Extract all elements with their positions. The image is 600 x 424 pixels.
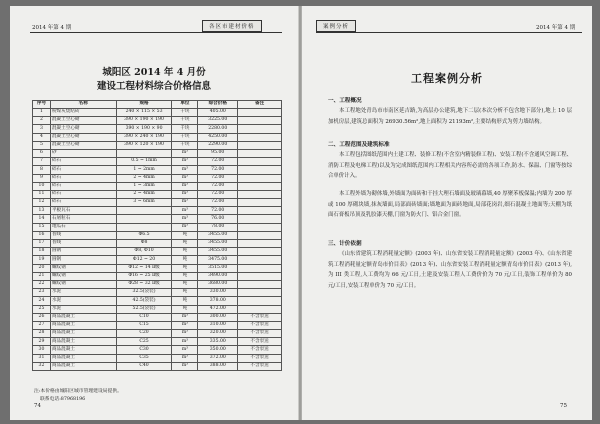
table-cell: 1 ~ 2mm	[116, 166, 172, 174]
table-cell: 圆钢	[50, 248, 116, 256]
table-cell: 24	[33, 297, 51, 305]
table-cell: 2290.00	[198, 141, 238, 149]
table-cell: Φ8	[116, 240, 172, 248]
section-3-text: 《山东省建筑工程消耗量定额》(2003 年)、山东省安装工程消耗量定额》(2003 年)、《山东省建筑工程消耗量定额青岛市价目表》(2013 年)、山东省安装工程消耗量定额青岛市价目表》(2013 年),为 III 类工程,人工费均为 66 元/工日,土建及安装工程人工费价价为 70 元/工日,装饰工程单价为 80 元/工日,安装工程单价为 70 元/工日。	[328, 251, 572, 289]
left-header-tag: 各区市建材价格	[202, 20, 262, 32]
table-cell: 螺纹钢	[50, 280, 116, 288]
table-cell: 砂	[50, 149, 116, 157]
right-header-rule	[316, 32, 582, 33]
table-row	[33, 207, 282, 215]
table-row	[33, 321, 282, 329]
table-cell: 0.5 ~ 1mm	[116, 158, 172, 166]
table-cell: 3 ~ 6mm	[116, 199, 172, 207]
table-row	[33, 297, 282, 305]
table-cell: 31	[33, 354, 51, 362]
column-header: 序号	[33, 101, 51, 109]
table-cell: 2	[33, 117, 51, 125]
column-header: 规格	[116, 101, 172, 109]
table-cell	[238, 248, 282, 256]
table-cell	[116, 215, 172, 223]
table-cell: 28	[33, 330, 51, 338]
table-cell: 72.00	[198, 158, 238, 166]
table-row	[33, 133, 282, 141]
table-cell: 吨	[172, 240, 198, 248]
table-cell: 碎石	[50, 190, 116, 198]
table-cell	[238, 174, 282, 182]
table-note: 注:本价格由城阳区城市管理建设局提供。	[34, 389, 122, 394]
table-cell: 千块	[172, 133, 198, 141]
table-cell: m³	[172, 223, 198, 231]
table-row	[33, 223, 282, 231]
table-row	[33, 125, 282, 133]
table-cell: 72.00	[198, 174, 238, 182]
table-row	[33, 240, 282, 248]
table-cell	[238, 289, 282, 297]
table-cell: m³	[172, 207, 198, 215]
section-1-text: 本工程地处青岛市市南区延吉路,为高层办公建筑,地下二层(本次分析不包含地下部分),地上 10 层加机房层,建筑总面积为 26930.56m²,地上面积为 21193m²,主要结构形式为剪力墙结构。	[328, 108, 572, 125]
table-cell: 32	[33, 362, 51, 370]
table-cell: 17	[33, 240, 51, 248]
table-cell	[238, 166, 282, 174]
table-row	[33, 346, 282, 354]
table-cell: 3475.00	[198, 256, 238, 264]
table-row	[33, 141, 282, 149]
table-cell: 2280.00	[198, 125, 238, 133]
table-cell: m³	[172, 330, 198, 338]
table-cell: Φ6.5	[116, 231, 172, 239]
table-cell: 螺纹钢	[50, 272, 116, 280]
table-cell: 25	[33, 305, 51, 313]
table-cell: 商品混凝土	[50, 313, 116, 321]
table-cell	[238, 305, 282, 313]
table-cell: 76.00	[198, 215, 238, 223]
table-cell: 石屑粒石	[50, 215, 116, 223]
table-cell: Φ16 ~ 25 Ⅱ级	[116, 272, 172, 280]
table-cell: 不含泵送	[238, 346, 282, 354]
table-cell: 3490.00	[198, 272, 238, 280]
table-cell: 72.00	[198, 190, 238, 198]
table-row	[33, 256, 282, 264]
table-cell: 混凝土空心砌	[50, 125, 116, 133]
table-cell: 310.00	[198, 321, 238, 329]
table-cell: 4250.00	[198, 133, 238, 141]
left-page	[10, 6, 299, 420]
table-cell: 水泥	[50, 305, 116, 313]
table-cell: 商品混凝土	[50, 362, 116, 370]
table-cell: 7	[33, 158, 51, 166]
table-cell: Φ12 ~ 20	[116, 256, 172, 264]
table-cell: 碎石	[50, 174, 116, 182]
table-cell: 吨	[172, 305, 198, 313]
table-cell: m³	[172, 313, 198, 321]
table-cell: 1	[33, 109, 51, 117]
table-row	[33, 313, 282, 321]
table-cell: 千块	[172, 117, 198, 125]
table-row	[33, 149, 282, 157]
table-cell	[238, 133, 282, 141]
table-cell: 472.00	[198, 305, 238, 313]
table-body	[33, 109, 282, 371]
table-cell: 粉煤灰烧结砖	[50, 109, 116, 117]
table-cell: 3455.00	[198, 231, 238, 239]
table-cell: 390 × 120 × 190	[116, 141, 172, 149]
table-row	[33, 199, 282, 207]
price-table	[32, 100, 282, 371]
table-cell: 2 ~ 4mm	[116, 174, 172, 182]
table-cell: 商品混凝土	[50, 354, 116, 362]
table-cell: 72.00	[198, 207, 238, 215]
table-cell: 3515.00	[198, 264, 238, 272]
table-cell: 3	[33, 125, 51, 133]
table-cell: 不含泵送	[238, 321, 282, 329]
table-cell: 8	[33, 166, 51, 174]
table-cell: 混凝土空心砌	[50, 117, 116, 125]
table-cell: 330.00	[198, 289, 238, 297]
table-cell: 不含泵送	[238, 330, 282, 338]
table-cell: 混凝土空心砌	[50, 133, 116, 141]
table-cell	[238, 182, 282, 190]
section-2-text-2: 本工程外墙为砌体墙,外墙面为面砖和干挂大理石墙面及玻璃幕墙,40 厚聚苯板保温;内墙为 200 厚或 100 厚砌块墙,抹灰墙面,局部面砖墙面;墙地面为面砖地面,局部花岗岩,细石混凝土地面等;天棚为纸面石膏板吊顶及乳胶漆天棚,门窗为防火门、铝合金门窗。	[328, 191, 572, 219]
table-cell: 405.00	[198, 109, 238, 117]
table-cell: 不含泵送	[238, 338, 282, 346]
right-header-tag: 案例分析	[316, 20, 356, 32]
table-cell: 6	[33, 149, 51, 157]
table-cell: 32.5(袋装)	[116, 289, 172, 297]
table-cell: 3455.00	[198, 248, 238, 256]
table-cell	[238, 207, 282, 215]
table-row	[33, 338, 282, 346]
table-cell: 2 ~ 4mm	[116, 190, 172, 198]
table-cell	[238, 158, 282, 166]
column-header: 单位	[172, 101, 198, 109]
table-cell: 千块	[172, 125, 198, 133]
table-cell: 21	[33, 272, 51, 280]
table-cell: 95.00	[198, 149, 238, 157]
table-cell	[238, 280, 282, 288]
table-cell: m³	[172, 354, 198, 362]
left-header-rule	[30, 32, 282, 33]
table-row	[33, 215, 282, 223]
table-cell: 吨	[172, 297, 198, 305]
table-row	[33, 109, 282, 117]
table-cell: 吨	[172, 248, 198, 256]
left-header-issue: 2014 年第 4 期	[32, 25, 72, 31]
table-cell	[116, 207, 172, 215]
column-header: 综合价格	[198, 101, 238, 109]
table-cell: 3680.00	[198, 280, 238, 288]
table-cell: 72.00	[198, 182, 238, 190]
table-cell: 吨	[172, 289, 198, 297]
right-page-number: 75	[560, 403, 567, 409]
table-cell: 300.00	[198, 313, 238, 321]
table-cell: m³	[172, 215, 198, 223]
table-cell: C20	[116, 330, 172, 338]
table-cell: 372.00	[198, 354, 238, 362]
table-cell: 10	[33, 182, 51, 190]
table-cell: 3455.00	[198, 240, 238, 248]
table-row	[33, 190, 282, 198]
right-header-issue: 2014 年第 4 期	[536, 25, 576, 31]
table-cell: 碎石	[50, 199, 116, 207]
table-cell: 27	[33, 321, 51, 329]
table-cell: 22	[33, 280, 51, 288]
table-cell: 普线	[50, 240, 116, 248]
table-cell: 9	[33, 174, 51, 182]
table-row	[33, 166, 282, 174]
table-cell: 吨	[172, 272, 198, 280]
table-cell: 19	[33, 256, 51, 264]
table-cell: m³	[172, 346, 198, 354]
table-cell: 吨	[172, 231, 198, 239]
table-cell: 13	[33, 207, 51, 215]
table-row	[33, 264, 282, 272]
table-title-line1: 城阳区 2014 年 4 月份	[102, 67, 206, 78]
table-cell	[238, 190, 282, 198]
table-cell: 72.00	[198, 166, 238, 174]
section-1-heading: 一、工程概况	[328, 98, 362, 104]
table-cell: 29	[33, 338, 51, 346]
table-cell	[238, 117, 282, 125]
table-cell	[238, 215, 282, 223]
table-cell: 商品混凝土	[50, 346, 116, 354]
table-cell: m³	[172, 149, 198, 157]
table-cell: 圆钢	[50, 256, 116, 264]
table-cell: m³	[172, 321, 198, 329]
table-cell: 15	[33, 223, 51, 231]
column-header: 备注	[238, 101, 282, 109]
table-cell: 千块	[172, 141, 198, 149]
table-cell: C35	[116, 354, 172, 362]
table-cell	[238, 231, 282, 239]
table-row	[33, 182, 282, 190]
table-cell: m³	[172, 362, 198, 370]
table-row	[33, 158, 282, 166]
table-cell: m³	[172, 190, 198, 198]
table-cell: 378.00	[198, 297, 238, 305]
article-title: 工程案例分析	[411, 72, 483, 85]
table-cell: 普线	[50, 231, 116, 239]
table-cell: 11	[33, 190, 51, 198]
table-cell: C25	[116, 338, 172, 346]
table-header-row	[33, 101, 282, 109]
table-cell: 不含泵送	[238, 354, 282, 362]
table-cell: m³	[172, 338, 198, 346]
table-cell: 18	[33, 248, 51, 256]
table-title-line2: 建设工程材料综合价格信息	[96, 81, 211, 92]
table-cell: m³	[172, 182, 198, 190]
table-row	[33, 174, 282, 182]
table-row	[33, 117, 282, 125]
table-cell: 390 × 190 × 190	[116, 117, 172, 125]
table-cell: m³	[172, 174, 198, 182]
table-row	[33, 354, 282, 362]
table-cell: 78.00	[198, 223, 238, 231]
table-cell	[238, 297, 282, 305]
table-cell: 30	[33, 346, 51, 354]
left-page-number: 74	[34, 403, 41, 409]
table-cell: 混凝土空心砌	[50, 141, 116, 149]
table-cell: 42.5(袋装)	[116, 297, 172, 305]
table-cell: 碎石	[50, 182, 116, 190]
table-cell: Φ8, Φ10	[116, 248, 172, 256]
table-cell: 水泥	[50, 297, 116, 305]
table-row	[33, 330, 282, 338]
table-cell: 吨	[172, 280, 198, 288]
table-cell	[238, 199, 282, 207]
table-cell: 水泥	[50, 289, 116, 297]
table-row	[33, 362, 282, 370]
table-cell: 商品混凝土	[50, 321, 116, 329]
table-cell: 碎石	[50, 158, 116, 166]
table-cell: C10	[116, 313, 172, 321]
section-3-heading: 三、计价依据	[328, 241, 362, 247]
table-cell	[116, 223, 172, 231]
table-cell: 240 × 115 × 53	[116, 109, 172, 117]
table-cell: m³	[172, 158, 198, 166]
table-cell	[238, 141, 282, 149]
column-header: 名称	[50, 101, 116, 109]
section-2-text-1: 本工程包括图纸范围内土建工程、装修工程(不含室内精装修工程)、安装工程(不含通风空调工程、消防工程及电梯工程)以及为完成图纸范围内工程相关内容所必需的各项工作,防水、保温、门窗等按综合单价计入。	[328, 152, 572, 180]
table-cell: 3225.00	[198, 117, 238, 125]
table-row	[33, 248, 282, 256]
table-row	[33, 272, 282, 280]
table-cell: m³	[172, 199, 198, 207]
contact-phone: 联系电话:87968196	[40, 397, 86, 402]
table-row	[33, 305, 282, 313]
table-cell: Φ12 ~ 14 Ⅱ级	[116, 264, 172, 272]
table-row	[33, 231, 282, 239]
table-cell: 72.00	[198, 199, 238, 207]
table-cell: 千块	[172, 109, 198, 117]
table-cell: 320.00	[198, 330, 238, 338]
table-cell	[238, 149, 282, 157]
table-cell: 20	[33, 264, 51, 272]
table-cell: 吨	[172, 264, 198, 272]
section-2-heading: 二、工程范围及建筑标准	[328, 142, 390, 148]
table-cell	[238, 264, 282, 272]
right-page	[302, 6, 592, 420]
table-cell	[238, 256, 282, 264]
table-cell: 螺纹钢	[50, 264, 116, 272]
table-cell: 4	[33, 133, 51, 141]
table-cell: 388.00	[198, 362, 238, 370]
table-cell: 23	[33, 289, 51, 297]
table-cell: 16	[33, 231, 51, 239]
table-cell: 390 × 240 × 190	[116, 133, 172, 141]
table-row	[33, 280, 282, 288]
table-cell	[238, 109, 282, 117]
table-cell: 吨	[172, 256, 198, 264]
table-cell: C30	[116, 346, 172, 354]
table-cell: 5	[33, 141, 51, 149]
table-cell: 350.00	[198, 346, 238, 354]
table-cell: Φ28 ~ 32 Ⅱ级	[116, 280, 172, 288]
table-cell: 地瓜石	[50, 223, 116, 231]
table-row	[33, 289, 282, 297]
table-cell: 不含泵送	[238, 362, 282, 370]
table-cell: 商品混凝土	[50, 338, 116, 346]
table-cell: 1 ~ 3mm	[116, 182, 172, 190]
table-cell	[238, 125, 282, 133]
table-cell	[238, 240, 282, 248]
table-cell	[238, 272, 282, 280]
table-cell: 52.5(袋装)	[116, 305, 172, 313]
table-cell: 商品混凝土	[50, 330, 116, 338]
table-cell: 碎石	[50, 166, 116, 174]
table-cell: 335.00	[198, 338, 238, 346]
table-cell: m³	[172, 166, 198, 174]
table-cell: C40	[116, 362, 172, 370]
table-cell: 26	[33, 313, 51, 321]
table-cell: 平板瓦石	[50, 207, 116, 215]
table-cell	[116, 149, 172, 157]
table-cell: C15	[116, 321, 172, 329]
table-cell: 390 × 190 × 90	[116, 125, 172, 133]
table-cell: 12	[33, 199, 51, 207]
table-cell	[238, 223, 282, 231]
table-cell: 14	[33, 215, 51, 223]
table-cell: 不含泵送	[238, 313, 282, 321]
